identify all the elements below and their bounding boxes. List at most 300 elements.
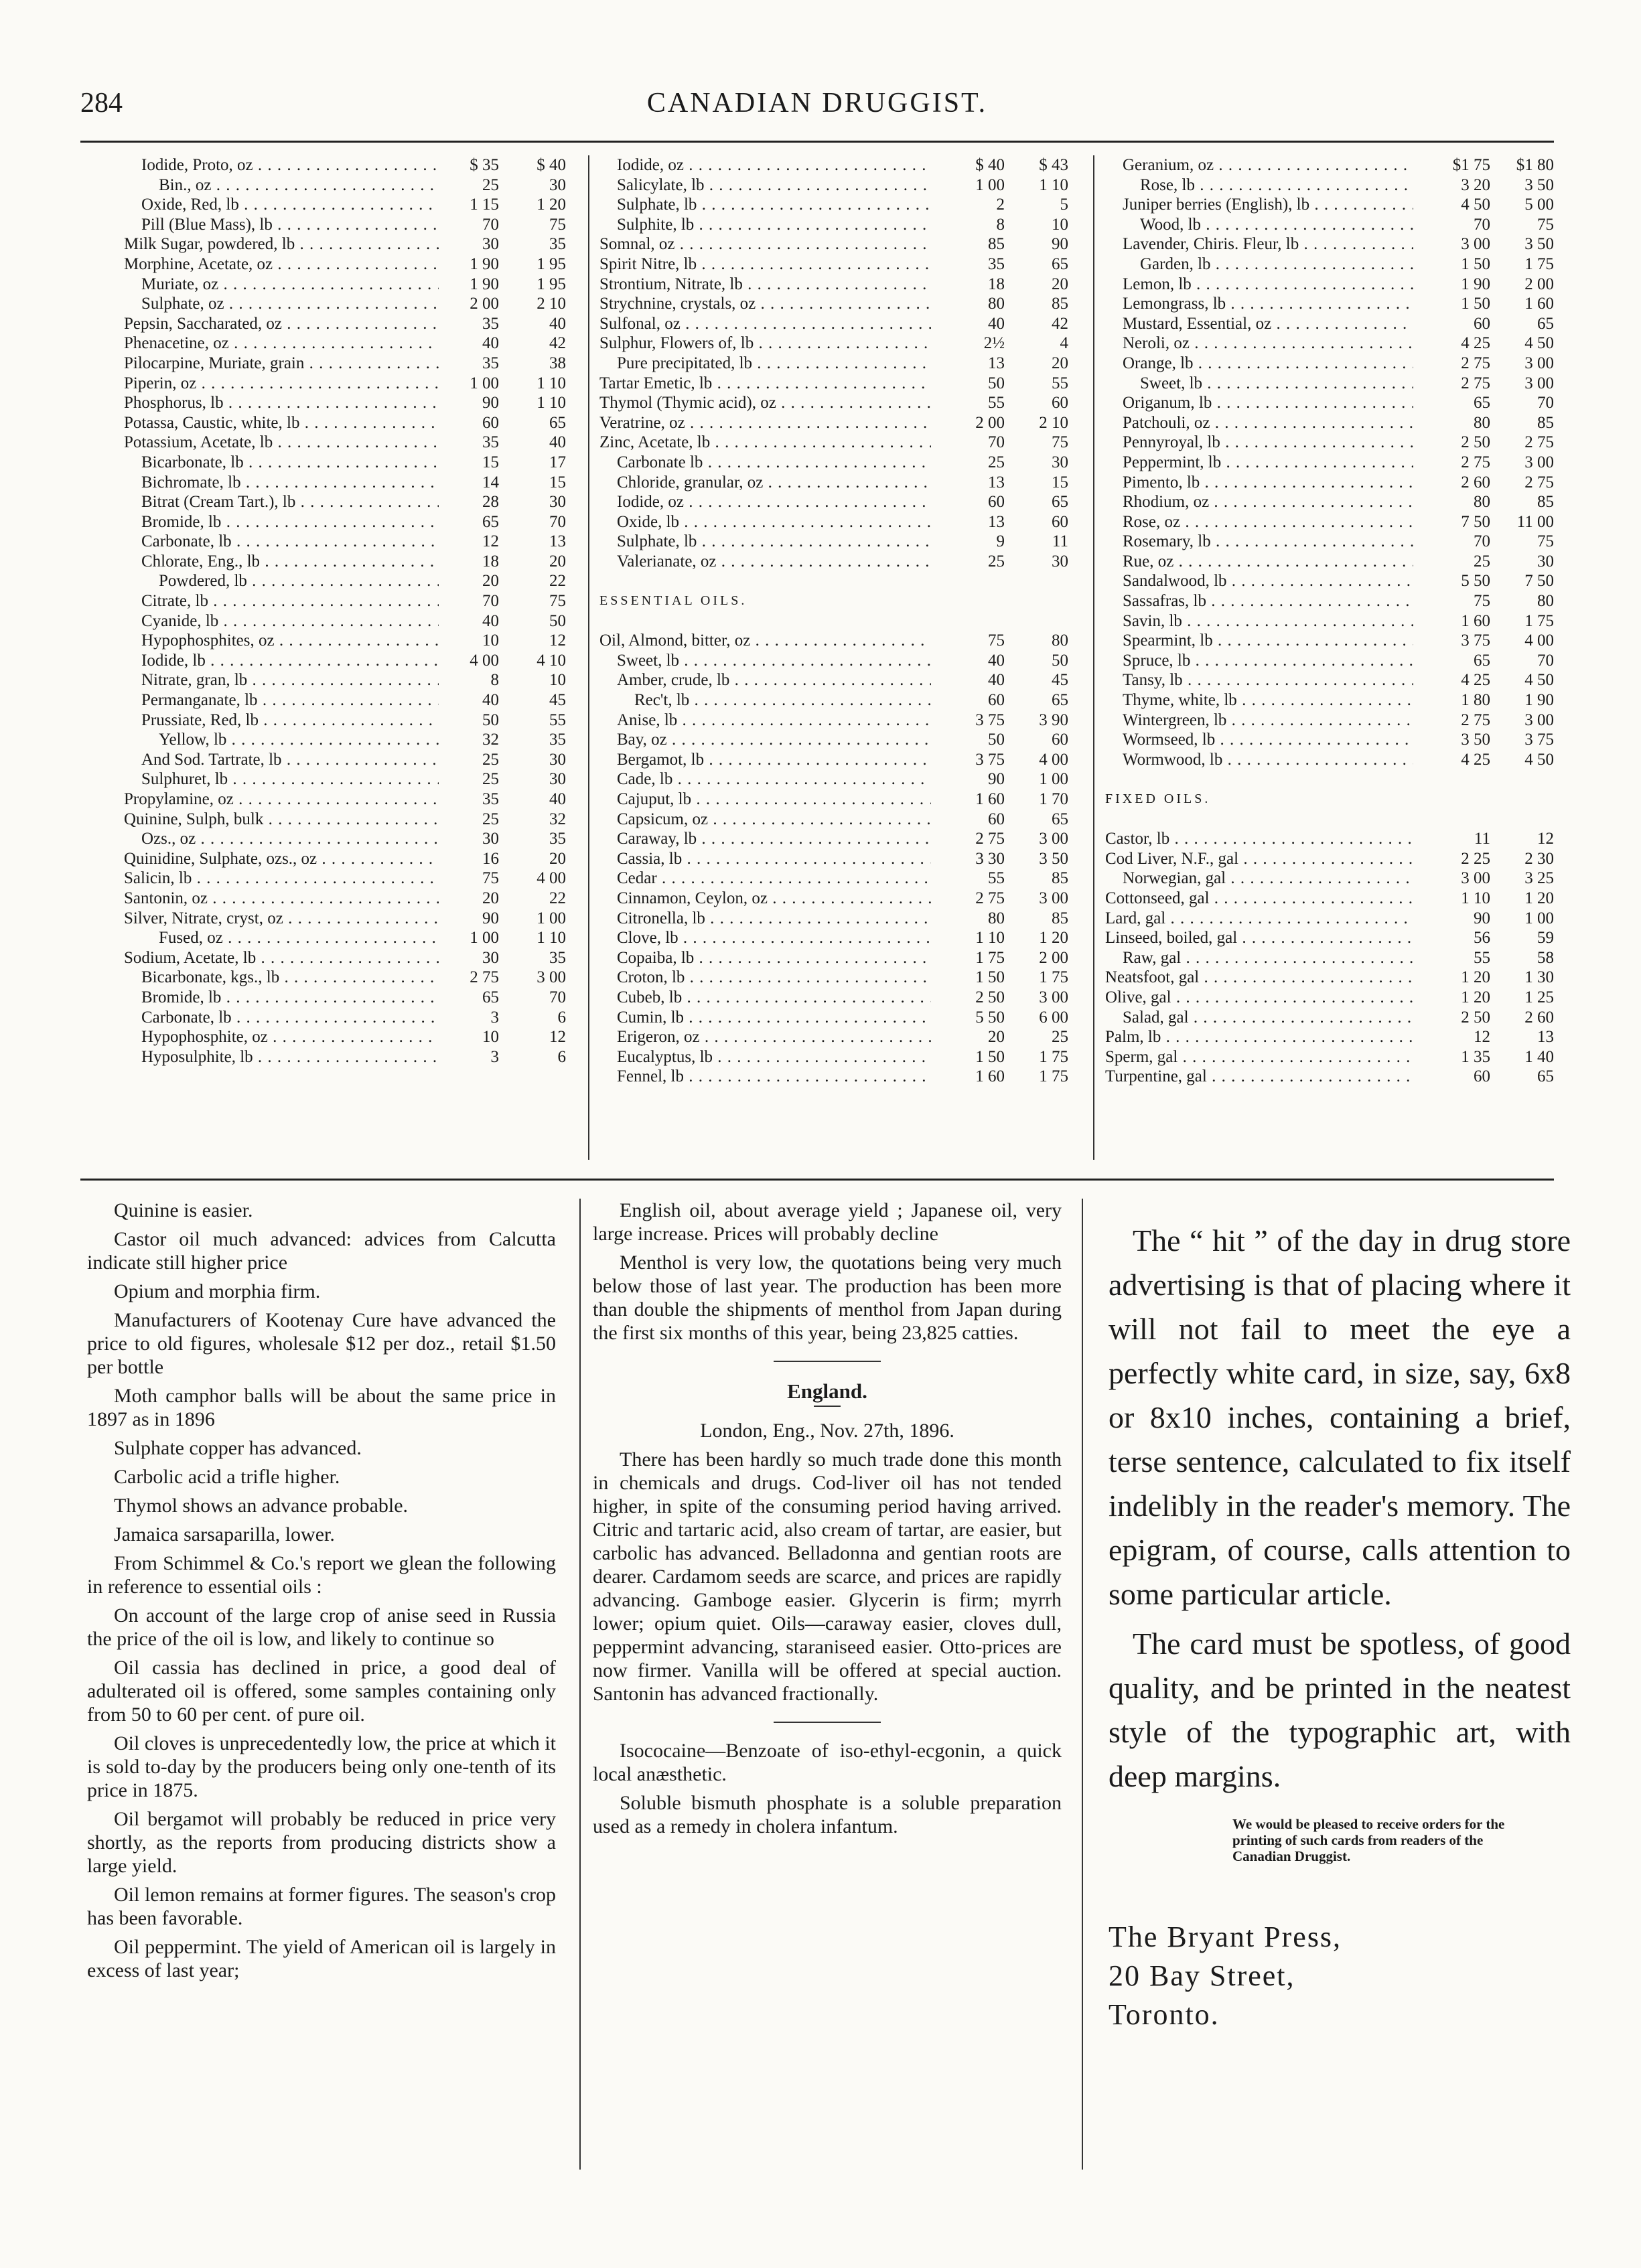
- table-bottom-rule: [80, 1179, 1554, 1181]
- price-row: [124, 868, 566, 889]
- high-price: 75: [549, 592, 566, 611]
- item-name: Santonin, oz . . .: [124, 889, 439, 909]
- high-price: 2 75: [1524, 473, 1554, 492]
- low-price: 2 75: [1461, 374, 1490, 392]
- item-name: Salicylate, lb . . .: [599, 175, 931, 196]
- low-price: 4 25: [1461, 334, 1490, 353]
- low-price: 11: [1474, 830, 1490, 848]
- low-price: 10: [482, 1028, 499, 1047]
- price-row: [599, 909, 1068, 929]
- price-row: [599, 314, 1068, 334]
- item-name: Bromide, lb . . .: [124, 512, 439, 532]
- price-row: [1105, 333, 1554, 354]
- item-name: Rosemary, lb . . .: [1105, 532, 1413, 552]
- price-row: [1105, 492, 1554, 512]
- low-price: 25: [482, 810, 499, 828]
- low-price: 1 50: [975, 1047, 1005, 1066]
- high-price: 1 30: [1524, 968, 1554, 987]
- item-name: Tansy, lb . . .: [1105, 670, 1413, 690]
- item-name: Milk Sugar, powdered, lb . . .: [124, 234, 439, 254]
- item-name: Cade, lb . . .: [599, 769, 931, 789]
- high-price: 35: [549, 235, 566, 254]
- item-name: Permanganate, lb . . .: [124, 690, 439, 710]
- price-row: [124, 175, 566, 196]
- item-name: Cottonseed, gal . . .: [1105, 889, 1413, 909]
- price-row: [599, 294, 1068, 314]
- low-price: 2 00: [470, 295, 499, 313]
- price-row: [1105, 512, 1554, 532]
- low-price: 32: [482, 731, 499, 749]
- price-row: [124, 810, 566, 830]
- high-price: 3 00: [1039, 830, 1068, 848]
- low-price: 2 25: [1461, 849, 1490, 868]
- england-report-column: [593, 1199, 1062, 1843]
- item-name: Ozs., oz . . .: [124, 829, 439, 849]
- price-row: [1105, 1008, 1554, 1028]
- high-price: 2 10: [1039, 413, 1068, 432]
- high-price: 3 50: [1524, 175, 1554, 194]
- price-column-2: [599, 155, 1068, 1087]
- high-price: 20: [1052, 354, 1068, 372]
- low-price: 1 60: [975, 1067, 1005, 1086]
- low-price: 65: [1474, 394, 1490, 412]
- high-price: 40: [549, 790, 566, 808]
- item-name: Pilocarpine, Muriate, grain . . .: [124, 354, 439, 374]
- price-row: [1105, 988, 1554, 1008]
- spacer-row: [1105, 769, 1554, 789]
- ad-copy: [1109, 1219, 1571, 1799]
- price-row: [1105, 393, 1554, 413]
- price-row: [599, 789, 1068, 810]
- item-name: [599, 571, 931, 591]
- price-row: [1105, 670, 1554, 690]
- high-price: 7 50: [1524, 572, 1554, 591]
- high-price: 65: [1537, 1067, 1554, 1086]
- price-row: [1105, 453, 1554, 473]
- high-price: 2 00: [1524, 275, 1554, 293]
- market-notes-column: [87, 1199, 556, 1987]
- item-name: Sassafras, lb . . .: [1105, 591, 1413, 611]
- price-row: [1105, 254, 1554, 275]
- high-price: 70: [1537, 651, 1554, 670]
- price-row: [124, 591, 566, 611]
- high-price: 55: [549, 710, 566, 729]
- high-price: 4 00: [1039, 750, 1068, 769]
- high-price: 55: [1052, 374, 1068, 392]
- high-price: 90: [1052, 235, 1068, 254]
- high-price: 20: [549, 552, 566, 571]
- price-row: [1105, 294, 1554, 314]
- low-price: 40: [482, 611, 499, 630]
- market-note-paragraph: On account of the large crop of anise seed in Russia the price of the oil is low, and likely to continue so: [87, 1604, 556, 1650]
- price-row: [599, 670, 1068, 690]
- low-price: 2½: [983, 334, 1005, 353]
- section-heading: [599, 591, 1068, 611]
- item-name: Linseed, boiled, gal . . .: [1105, 928, 1413, 948]
- low-price: 18: [482, 552, 499, 571]
- running-title: CANADIAN DRUGGIST.: [646, 88, 988, 119]
- price-row: [1105, 928, 1554, 948]
- high-price: 85: [1052, 295, 1068, 313]
- high-price: 5 00: [1524, 196, 1554, 214]
- high-price: 1 10: [1039, 175, 1068, 194]
- item-name: Copaiba, lb . . .: [599, 948, 931, 968]
- column-divider: [1093, 155, 1094, 1160]
- low-price: 3 00: [1461, 869, 1490, 888]
- price-row: [599, 254, 1068, 275]
- market-note-paragraph: Manufacturers of Kootenay Cure have advanced the price to old figures, wholesale $12 per doz., retail $1.50 per bottle: [87, 1309, 556, 1378]
- item-name: Sulphite, lb . . .: [599, 215, 931, 235]
- item-name: Bay, oz . . .: [599, 730, 931, 750]
- header-rule: [80, 141, 1554, 143]
- low-price: 55: [1474, 948, 1490, 967]
- high-price: 30: [1537, 552, 1554, 571]
- item-name: Strontium, Nitrate, lb . . .: [599, 275, 931, 295]
- item-name: Iodide, Proto, oz . . .: [124, 155, 439, 175]
- price-row: [1105, 215, 1554, 235]
- high-price: 15: [549, 473, 566, 492]
- low-price: 1 00: [975, 175, 1005, 194]
- item-name: Bin., oz . . .: [124, 175, 439, 196]
- high-price: 1 75: [1039, 968, 1068, 987]
- high-price: 60: [1052, 394, 1068, 412]
- low-price: 25: [1474, 552, 1490, 571]
- low-price: 12: [1474, 1028, 1490, 1047]
- high-price: 45: [1052, 671, 1068, 690]
- price-row: [124, 393, 566, 413]
- item-name: Bicarbonate, kgs., lb . . .: [124, 968, 439, 988]
- low-price: 3 75: [975, 710, 1005, 729]
- low-price: 35: [482, 314, 499, 333]
- low-price: 70: [1474, 215, 1490, 234]
- high-price: 1 00: [1039, 770, 1068, 789]
- price-row: [124, 670, 566, 690]
- price-row: [124, 552, 566, 572]
- item-name: Peppermint, lb . . .: [1105, 453, 1413, 473]
- price-row: [599, 1067, 1068, 1087]
- item-name: Thymol (Thymic acid), oz . . .: [599, 393, 931, 413]
- item-name: Chloride, granular, oz . . .: [599, 473, 931, 493]
- market-note-paragraph: Oil peppermint. The yield of American oil is largely in excess of last year;: [87, 1936, 556, 1981]
- report-paragraph: Menthol is very low, the quotations being very much below those of last year. The production has been more than double the shipments of menthol from Japan during the first six months of this year, being 23,825 catties.: [593, 1252, 1062, 1344]
- market-note-paragraph: Quinine is easier.: [114, 1199, 253, 1221]
- low-price: 60: [482, 413, 499, 432]
- item-name: Norwegian, gal . . .: [1105, 868, 1413, 889]
- item-name: Eucalyptus, lb . . .: [599, 1047, 931, 1067]
- high-price: 1 00: [537, 909, 566, 927]
- high-price: 1 60: [1524, 295, 1554, 313]
- item-name: Citrate, lb . . .: [124, 591, 439, 611]
- price-row: [599, 234, 1068, 254]
- high-price: 38: [549, 354, 566, 372]
- bryant-press-advertisement: [1109, 1219, 1571, 2034]
- price-row: [124, 829, 566, 849]
- high-price: 65: [1052, 691, 1068, 710]
- high-price: 4 00: [537, 869, 566, 888]
- market-note-paragraph: From Schimmel & Co.'s report we glean the following in reference to essential oils :: [87, 1552, 556, 1598]
- item-name: Neatsfoot, gal . . .: [1105, 968, 1413, 988]
- price-row: [124, 849, 566, 869]
- price-row: [1105, 631, 1554, 651]
- item-name: Hyposulphite, lb . . .: [124, 1047, 439, 1067]
- low-price: 35: [988, 254, 1005, 273]
- high-price: 3 00: [1039, 988, 1068, 1006]
- market-note-paragraph: Opium and morphia firm.: [114, 1280, 321, 1302]
- low-price: 1 60: [1461, 611, 1490, 630]
- price-row: [124, 690, 566, 710]
- item-name: Oxide, Red, lb . . .: [124, 195, 439, 215]
- section-heading: [1105, 789, 1554, 810]
- price-row: [124, 294, 566, 314]
- price-row: [124, 374, 566, 394]
- price-row: [1105, 750, 1554, 770]
- item-name: Cassia, lb . . .: [599, 849, 931, 869]
- price-row: [1105, 1067, 1554, 1087]
- low-price: 80: [988, 295, 1005, 313]
- price-row: [1105, 314, 1554, 334]
- high-price: 40: [549, 314, 566, 333]
- low-price: 16: [482, 849, 499, 868]
- item-name: Chlorate, Eng., lb . . .: [124, 552, 439, 572]
- item-name: Sulphuret, lb . . .: [124, 769, 439, 789]
- low-price: 5 50: [1461, 572, 1490, 591]
- price-row: [1105, 591, 1554, 611]
- price-row: [124, 234, 566, 254]
- item-name: Origanum, lb . . .: [1105, 393, 1413, 413]
- low-price: 65: [1474, 651, 1490, 670]
- low-price: 1 15: [470, 196, 499, 214]
- price-row: [1105, 195, 1554, 215]
- low-price: 2 60: [1461, 473, 1490, 492]
- high-price: 1 70: [1039, 790, 1068, 808]
- low-price: 15: [482, 453, 499, 471]
- high-price: 59: [1537, 929, 1554, 948]
- high-price: 11: [1052, 532, 1068, 551]
- low-price: 2 75: [1461, 354, 1490, 372]
- item-name: Juniper berries (English), lb . . .: [1105, 195, 1413, 215]
- item-name: Iodide, oz . . .: [599, 155, 931, 175]
- price-row: [599, 215, 1068, 235]
- item-name: Pill (Blue Mass), lb . . .: [124, 215, 439, 235]
- low-price: 1 90: [470, 254, 499, 273]
- ad-note: We would be pleased to receive orders for the printing of such cards from readers of the Canadian Druggist.: [1232, 1816, 1505, 1864]
- low-price: 60: [988, 810, 1005, 828]
- item-name: Sperm, gal . . .: [1105, 1047, 1413, 1067]
- high-price: 65: [1052, 254, 1068, 273]
- price-row: [124, 651, 566, 671]
- item-name: Salad, gal . . .: [1105, 1008, 1413, 1028]
- item-name: Iodide, lb . . .: [124, 651, 439, 671]
- high-price: 4 50: [1524, 334, 1554, 353]
- item-name: Oil, Almond, bitter, oz . . .: [599, 631, 931, 651]
- high-price: $1 80: [1516, 156, 1554, 174]
- price-row: [124, 155, 566, 175]
- title-rule: [814, 1406, 841, 1407]
- low-price: $ 35: [470, 156, 499, 174]
- low-price: 25: [482, 750, 499, 769]
- low-price: 2 50: [1461, 433, 1490, 452]
- item-name: Yellow, lb . . .: [124, 730, 439, 750]
- item-name: Thyme, white, lb . . .: [1105, 690, 1413, 710]
- price-row: [124, 889, 566, 909]
- high-price: 3 90: [1039, 710, 1068, 729]
- price-row: [1105, 234, 1554, 254]
- price-row: [124, 571, 566, 591]
- item-name: Amber, crude, lb . . .: [599, 670, 931, 690]
- price-row: [599, 492, 1068, 512]
- item-name: Bitrat (Cream Tart.), lb . . .: [124, 492, 439, 512]
- low-price: 1 80: [1461, 691, 1490, 710]
- low-price: [1413, 769, 1490, 789]
- market-note-paragraph: Oil cloves is unprecedentedly low, the price at which it is sold to-day by the producers being only one-tenth of its price in 1875.: [87, 1732, 556, 1801]
- price-row: [599, 810, 1068, 830]
- low-price: 10: [482, 631, 499, 650]
- item-name: Nitrate, gran, lb . . .: [124, 670, 439, 690]
- item-name: Savin, lb . . .: [1105, 611, 1413, 631]
- item-name: Patchouli, oz . . .: [1105, 413, 1413, 433]
- price-row: [1105, 849, 1554, 869]
- spacer-row: [599, 571, 1068, 591]
- price-row: [1105, 433, 1554, 453]
- low-price: 3: [490, 1047, 499, 1066]
- low-price: 1 20: [1461, 988, 1490, 1006]
- price-row: [1105, 948, 1554, 968]
- low-price: $1 75: [1452, 156, 1490, 174]
- high-price: 1 00: [1524, 909, 1554, 927]
- high-price: 70: [1537, 394, 1554, 412]
- high-price: 3 00: [1524, 374, 1554, 392]
- high-price: 10: [549, 671, 566, 690]
- price-row: [124, 769, 566, 789]
- low-price: 20: [988, 1028, 1005, 1047]
- price-row: [599, 1047, 1068, 1067]
- low-price: 70: [482, 592, 499, 611]
- item-name: Cubeb, lb . . .: [599, 988, 931, 1008]
- price-row: [599, 889, 1068, 909]
- price-row: [124, 611, 566, 631]
- item-name: Oxide, lb . . .: [599, 512, 931, 532]
- high-price: 6: [557, 1047, 566, 1066]
- price-row: [1105, 571, 1554, 591]
- ad-paragraph: The “ hit ” of the day in drug store advertising is that of placing where it will not fail to meet the eye a perfectly white card, in size, say, 6x8 or 8x10 inches, containing a brief, terse sentence, calculated to fix itself indelibly in the reader's memory. The epigram, of course, calls attention to some particular article.: [1109, 1223, 1571, 1611]
- low-price: 1 50: [1461, 295, 1490, 313]
- item-name: Sulfonal, oz . . .: [599, 314, 931, 334]
- low-price: 85: [988, 235, 1005, 254]
- high-price: 2 00: [1039, 948, 1068, 967]
- item-name: Cajuput, lb . . .: [599, 789, 931, 810]
- price-row: [124, 275, 566, 295]
- low-price: 35: [482, 790, 499, 808]
- price-row: [124, 512, 566, 532]
- price-row: [599, 552, 1068, 572]
- high-price: 30: [1052, 552, 1068, 571]
- high-price: 1 10: [537, 929, 566, 948]
- item-name: Phosphorus, lb . . .: [124, 393, 439, 413]
- low-price: 20: [482, 889, 499, 907]
- price-row: [124, 928, 566, 948]
- low-price: 1 20: [1461, 968, 1490, 987]
- price-row: [124, 314, 566, 334]
- item-name: Bicarbonate, lb . . .: [124, 453, 439, 473]
- item-name: Caraway, lb . . .: [599, 829, 931, 849]
- high-price: 30: [549, 493, 566, 512]
- item-name: Strychnine, crystals, oz . . .: [599, 294, 931, 314]
- signature-line: Toronto.: [1109, 1998, 1220, 2031]
- item-name: Olive, gal . . .: [1105, 988, 1413, 1008]
- spacer-row: [599, 611, 1068, 631]
- item-name: Bergamot, lb . . .: [599, 750, 931, 770]
- high-price: 42: [1052, 314, 1068, 333]
- price-row: [599, 988, 1068, 1008]
- high-price: 70: [549, 512, 566, 531]
- price-row: [599, 651, 1068, 671]
- high-price: 3 00: [1524, 710, 1554, 729]
- low-price: 1 10: [975, 929, 1005, 948]
- high-price: $ 43: [1039, 156, 1068, 174]
- item-name: [1105, 810, 1413, 830]
- low-price: 35: [482, 433, 499, 452]
- item-name: [599, 611, 931, 631]
- low-price: 40: [988, 671, 1005, 690]
- price-row: [124, 789, 566, 810]
- item-name: Powdered, lb . . .: [124, 571, 439, 591]
- low-price: 20: [482, 572, 499, 591]
- price-row: [599, 690, 1068, 710]
- ad-paragraph: The card must be spotless, of good quality, and be printed in the neatest style of the typographic art, with deep margins.: [1109, 1627, 1571, 1793]
- item-name: Salicin, lb . . .: [124, 868, 439, 889]
- low-price: 2 75: [470, 968, 499, 987]
- low-price: 80: [1474, 413, 1490, 432]
- price-row: [1105, 909, 1554, 929]
- low-price: 4 00: [470, 651, 499, 670]
- low-price: 5 50: [975, 1008, 1005, 1027]
- low-price: 4 25: [1461, 671, 1490, 690]
- item-name: Garden, lb . . .: [1105, 254, 1413, 275]
- price-column-1: [124, 155, 566, 1067]
- item-name: Quinidine, Sulphate, ozs., oz . . .: [124, 849, 439, 869]
- low-price: 65: [482, 988, 499, 1006]
- item-name: Croton, lb . . .: [599, 968, 931, 988]
- low-price: 8: [996, 215, 1005, 234]
- high-price: 3 50: [1524, 235, 1554, 254]
- price-row: [599, 948, 1068, 968]
- low-price: 80: [988, 909, 1005, 927]
- high-price: 40: [549, 433, 566, 452]
- high-price: 45: [549, 691, 566, 710]
- low-price: 18: [988, 275, 1005, 293]
- high-price: 75: [549, 215, 566, 234]
- low-price: 1 10: [1461, 889, 1490, 907]
- price-row: [1105, 710, 1554, 731]
- item-name: Iodide, oz . . .: [599, 492, 931, 512]
- price-row: [599, 868, 1068, 889]
- market-note-paragraph: Oil bergamot will probably be reduced in price very shortly, as the reports from producing districts show a large yield.: [87, 1808, 556, 1877]
- price-row: [599, 393, 1068, 413]
- high-price: 3 00: [1524, 354, 1554, 372]
- item-name: Clove, lb . . .: [599, 928, 931, 948]
- high-price: 22: [549, 572, 566, 591]
- price-row: [599, 631, 1068, 651]
- price-row: [1105, 275, 1554, 295]
- low-price: 60: [1474, 314, 1490, 333]
- price-row: [599, 195, 1068, 215]
- low-price: 1 35: [1461, 1047, 1490, 1066]
- item-name: Wormwood, lb . . .: [1105, 750, 1413, 770]
- high-price: 1 75: [1039, 1067, 1068, 1086]
- item-name: Turpentine, gal . . .: [1105, 1067, 1413, 1087]
- high-price: 20: [549, 849, 566, 868]
- england-paragraph: There has been hardly so much trade done this month in chemicals and drugs. Cod-liver oil has not tended higher, in spite of the consuming period having arrived. Citric and tartaric acid, also cream of tartar, are easier, but carbolic has advanced. Belladonna and gentian roots are dearer. Cardamom seeds are scarce, and prices are rapidly advancing. Gamboge easier. Glycerin is firm; myrrh lower; opium quiet. Oils—caraway easier, cloves dull, peppermint advancing, staraniseed easier. Otto-prices are now firmer. Vanilla will be offered at special auction. Santonin has advanced fractionally.: [593, 1448, 1062, 1705]
